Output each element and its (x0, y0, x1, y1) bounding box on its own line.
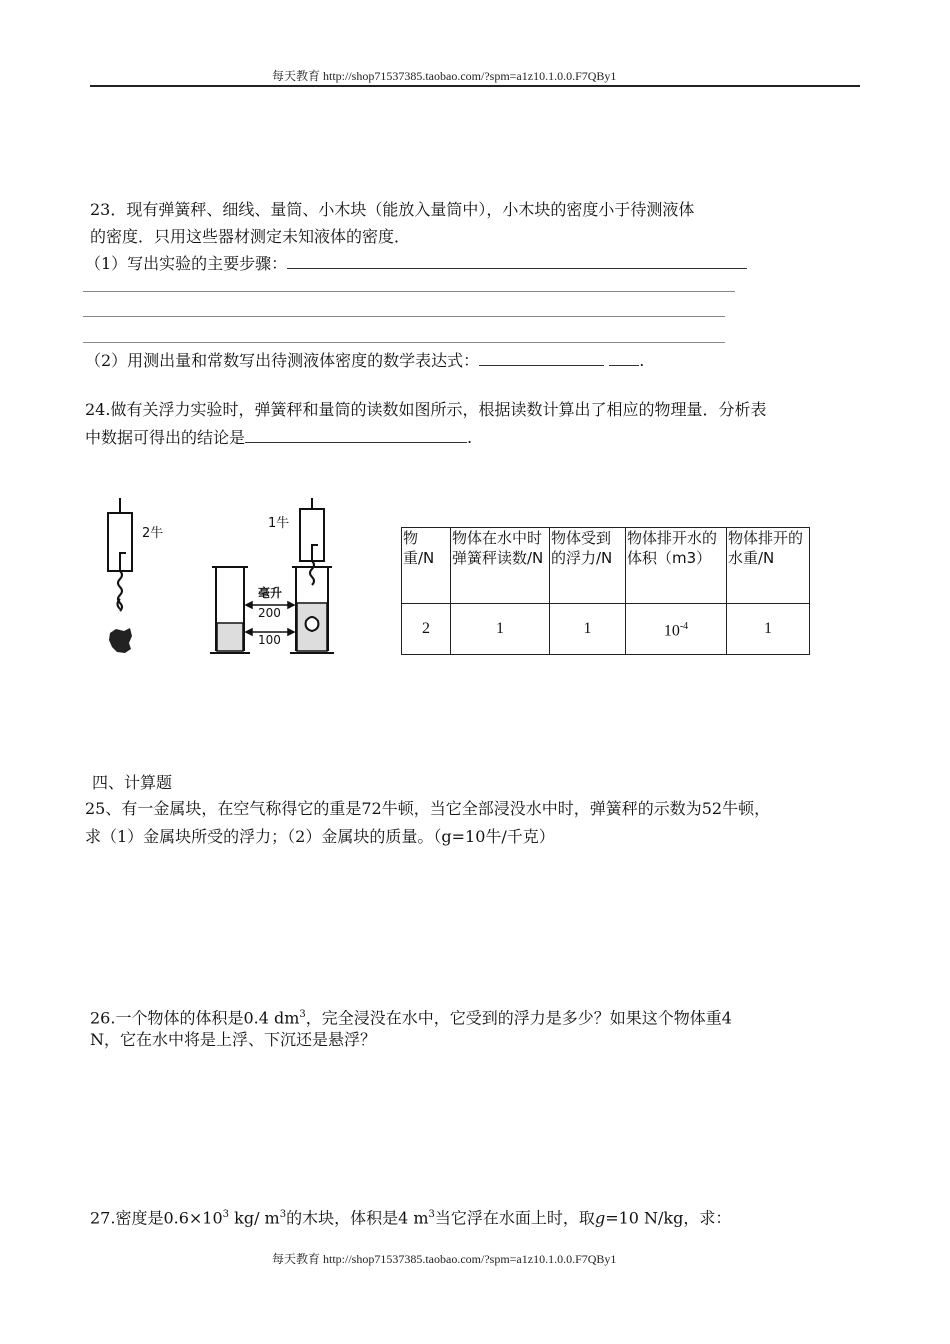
q24-conclusion-blank[interactable] (245, 427, 467, 443)
q24-line2 (85, 427, 472, 448)
q27-sup2: 3 (279, 1209, 287, 1220)
header-rule (90, 85, 860, 87)
label-100: 100 (258, 633, 281, 647)
q23-line2: 的密度．只用这些器材测定未知液体的密度． (90, 227, 411, 246)
q23-part1-label: （1）写出实验的主要步骤： (85, 254, 288, 273)
section-title: 四、计算题 (92, 773, 173, 792)
q27-sup3: 3 (428, 1209, 435, 1220)
q27-sup1: 3 (222, 1209, 230, 1220)
q26-line1-b: ，完全浸没在水中，它受到的浮力是多少？如果这个物体重4 (305, 1008, 732, 1028)
label-2n: 2牛 (142, 526, 164, 541)
q23-part2-end: . (639, 351, 645, 370)
q27-part-b: kg/ m (229, 1208, 280, 1228)
spring-scale-right (300, 498, 324, 585)
cylinder-left (210, 567, 250, 653)
table-cell-volume: 10 (663, 622, 680, 640)
q26-line1 (90, 1005, 732, 1028)
q27-part-c: 的木块，体积是4 m (286, 1208, 429, 1228)
page-footer: 每天教育 http://shop71537385.taobao.com/?spm=a1z10.1.0.0.F7QBy1 (272, 1252, 617, 1266)
q26-line1-a: 26.一个物体的体积是0.4 dm (90, 1008, 300, 1028)
buoyancy-table (401, 527, 810, 655)
q23-part2-label: （2）用测出量和常数写出待测液体密度的数学表达式： (85, 351, 480, 370)
q24-line1: 24.做有关浮力实验时，弹簧秤和量筒的读数如图所示，根据读数计算出了相应的物理量．分析表 (85, 400, 767, 419)
q24-line2-end: . (467, 428, 473, 447)
table-cell-exponent: -4 (679, 620, 689, 632)
table-header-cell: 物体在水中时弹簧秤读数/N (451, 528, 550, 604)
q25-line1: 25、有一金属块，在空气称得它的重是72牛顿，当它全部浸没水中时，弹簧秤的示数为52牛顿， (85, 799, 771, 818)
q23-steps-blank[interactable] (287, 253, 747, 269)
q23-part1 (85, 253, 747, 274)
table-header-cell: 物体排开水的体积（m3） (626, 528, 727, 604)
label-200: 200 (258, 606, 281, 620)
q27-part-d: 当它浮在水面上时，取 (434, 1208, 595, 1228)
cylinder-right (290, 567, 334, 653)
table-cell (626, 604, 727, 655)
table-header-cell: 物体排开的水重/N (727, 528, 810, 604)
q27-part-a: 27.密度是0.6×10 (90, 1208, 223, 1228)
table-header-row (402, 528, 810, 604)
metal-block-icon (109, 628, 132, 653)
q27-line1 (90, 1205, 731, 1228)
q24-line2-label: 中数据可得出的结论是 (85, 428, 246, 447)
label-ml: 毫升 (258, 586, 283, 600)
q25-line2: 求（1）金属块所受的浮力；（2）金属块的质量。（g=10牛/千克） (85, 827, 555, 846)
table-cell: 1 (550, 604, 626, 655)
q23-formula-blank-2[interactable] (609, 350, 639, 366)
q23-formula-blank[interactable] (479, 350, 604, 366)
q27-g-symbol: g (594, 1208, 606, 1228)
label-1n: 1牛 (268, 516, 290, 531)
table-row (402, 604, 810, 655)
q23-part2 (85, 350, 644, 371)
answer-line-3[interactable] (83, 342, 725, 343)
table-cell: 1 (451, 604, 550, 655)
table-cell: 1 (727, 604, 810, 655)
q26-line2: N，它在水中将是上浮、下沉还是悬浮？ (90, 1030, 377, 1049)
table-header-cell: 物重/N (402, 528, 451, 604)
spring-scale-left (108, 498, 132, 611)
answer-line-2[interactable] (83, 316, 725, 317)
q27-part-e: =10 N/kg，求： (605, 1208, 732, 1228)
q26-line1-sup: 3 (299, 1009, 306, 1020)
table-cell: 2 (402, 604, 451, 655)
answer-line-1[interactable] (83, 291, 735, 292)
page-header: 每天教育 http://shop71537385.taobao.com/?spm=a1z10.1.0.0.F7QBy1 (272, 69, 617, 83)
spring-scale-figure (100, 495, 340, 670)
q23-line1: 23．现有弹簧秤、细线、量筒、小木块（能放入量筒中），小木块的密度小于待测液体 (90, 200, 695, 219)
table-header-cell: 物体受到的浮力/N (550, 528, 626, 604)
